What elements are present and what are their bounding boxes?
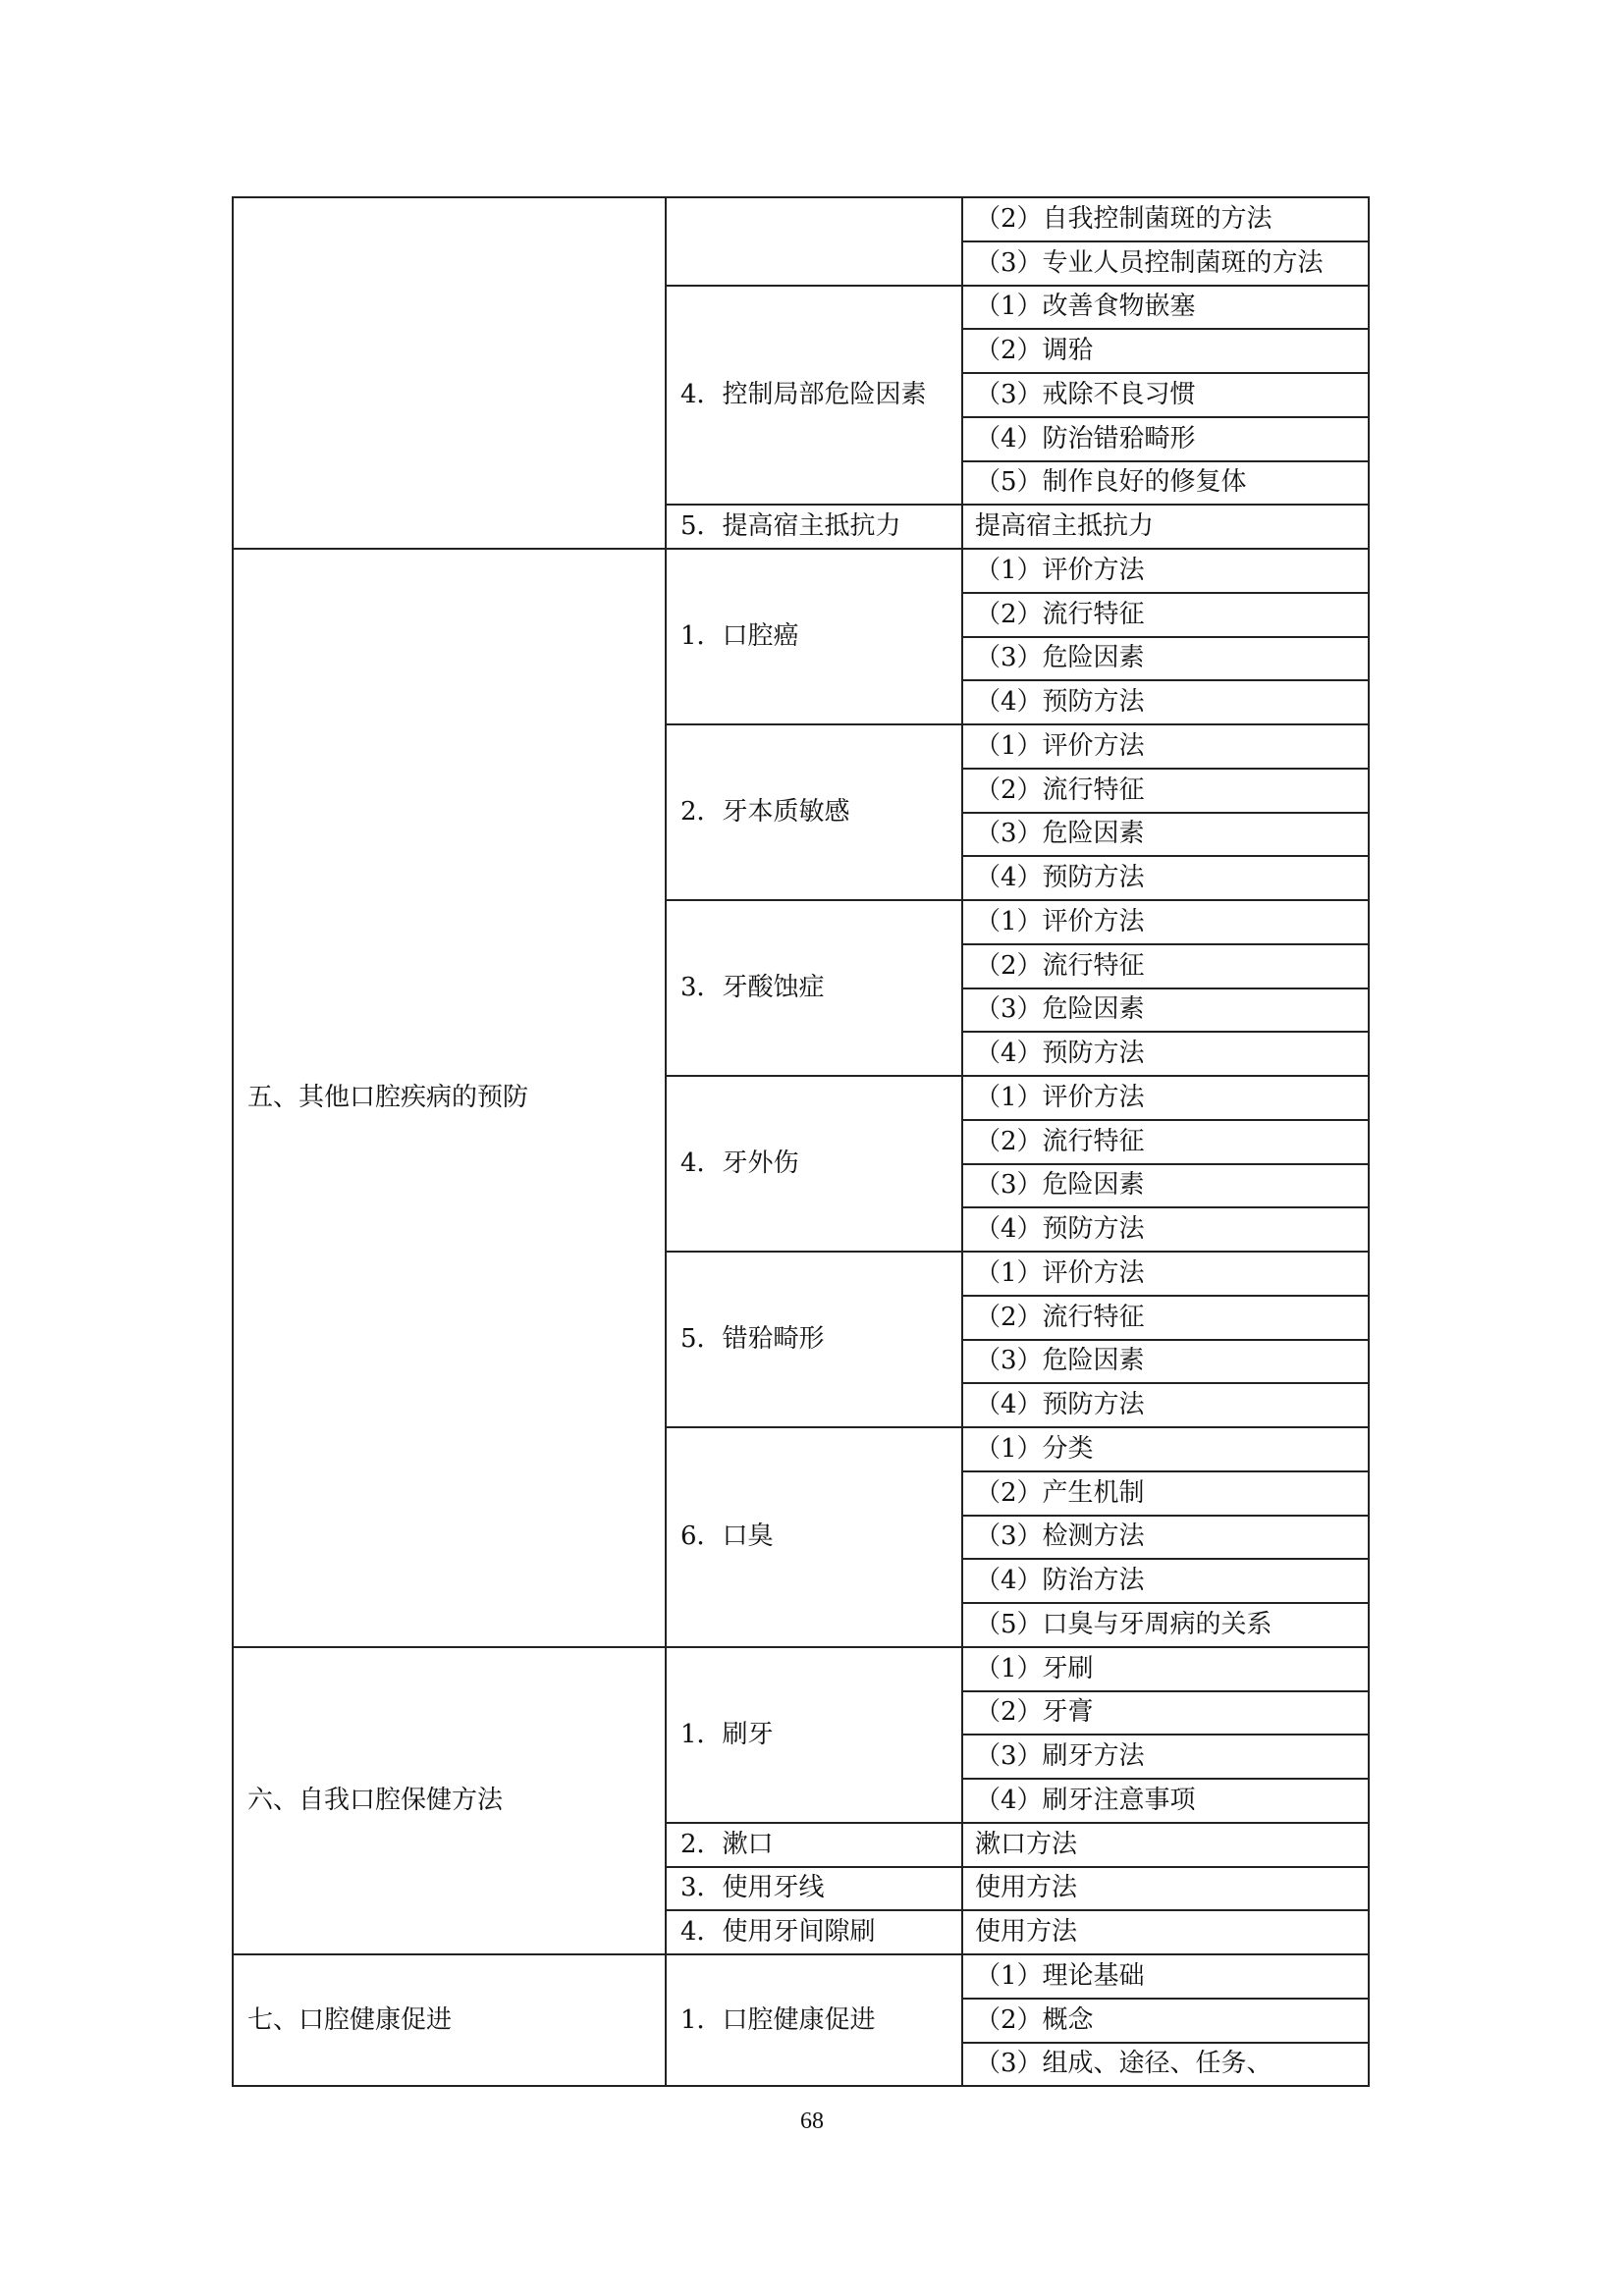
table-row <box>233 1954 1369 1999</box>
subtopic-item-cell: （2）产生机制 <box>962 1471 1369 1516</box>
subtopic-item-cell: （4）预防方法 <box>962 1032 1369 1076</box>
section-title-cell: 七、口腔健康促进 <box>233 1954 666 2086</box>
subtopic-item-cell: （1）评价方法 <box>962 1076 1369 1120</box>
subtopic-item-cell: （3）检测方法 <box>962 1516 1369 1560</box>
subtopic-item-cell: （3）危险因素 <box>962 1340 1369 1384</box>
syllabus-table <box>232 196 1370 2087</box>
subtopic-item-cell: （3）危险因素 <box>962 637 1369 681</box>
subtopic-item-cell: （1）改善食物嵌塞 <box>962 286 1369 330</box>
subtopic-item-cell: （1）评价方法 <box>962 724 1369 769</box>
table-row <box>233 1647 1369 1691</box>
subtopic-item-cell: （4）预防方法 <box>962 1383 1369 1427</box>
subtopic-item-cell: （3）组成、途径、任务、 <box>962 2043 1369 2087</box>
topic-title-cell: 1．口腔癌 <box>666 549 962 724</box>
table-row <box>233 197 1369 241</box>
subtopic-item-cell: （2）牙膏 <box>962 1691 1369 1735</box>
subtopic-item-cell: （5）口臭与牙周病的关系 <box>962 1603 1369 1647</box>
section-title-cell: 六、自我口腔保健方法 <box>233 1647 666 1954</box>
topic-title-cell: 5．错𬌗畸形 <box>666 1252 962 1427</box>
page-number: 68 <box>800 2109 824 2134</box>
section-title-cell <box>233 197 666 549</box>
subtopic-item-cell: （4）防治错𬌗畸形 <box>962 417 1369 461</box>
subtopic-item-cell: （3）危险因素 <box>962 813 1369 857</box>
subtopic-item-cell: （1）分类 <box>962 1427 1369 1471</box>
subtopic-item-cell: （2）流行特征 <box>962 593 1369 637</box>
topic-title-cell: 1．口腔健康促进 <box>666 1954 962 2086</box>
subtopic-item-cell: （3）戒除不良习惯 <box>962 373 1369 417</box>
subtopic-item-cell: （2）流行特征 <box>962 944 1369 988</box>
topic-title-cell: 4．使用牙间隙刷 <box>666 1910 962 1954</box>
subtopic-item-cell: （5）制作良好的修复体 <box>962 461 1369 506</box>
topic-title-cell: 3．使用牙线 <box>666 1867 962 1911</box>
subtopic-item-cell: （4）预防方法 <box>962 856 1369 900</box>
table-row <box>233 549 1369 593</box>
subtopic-item-cell: （2）流行特征 <box>962 1120 1369 1164</box>
subtopic-item-cell: （2）概念 <box>962 1999 1369 2043</box>
table-body <box>233 197 1369 2086</box>
subtopic-item-cell: （4）防治方法 <box>962 1559 1369 1603</box>
subtopic-item-cell: （4）预防方法 <box>962 1207 1369 1252</box>
subtopic-item-cell: （4）预防方法 <box>962 680 1369 724</box>
subtopic-item-cell: 使用方法 <box>962 1867 1369 1911</box>
subtopic-item-cell: （2）流行特征 <box>962 769 1369 813</box>
topic-title-cell <box>666 197 962 286</box>
subtopic-item-cell: （1）理论基础 <box>962 1954 1369 1999</box>
subtopic-item-cell: （1）评价方法 <box>962 900 1369 944</box>
topic-title-cell: 4．控制局部危险因素 <box>666 286 962 506</box>
subtopic-item-cell: 漱口方法 <box>962 1823 1369 1867</box>
subtopic-item-cell: （2）流行特征 <box>962 1296 1369 1340</box>
subtopic-item-cell: 提高宿主抵抗力 <box>962 505 1369 549</box>
topic-title-cell: 4．牙外伤 <box>666 1076 962 1252</box>
topic-title-cell: 3．牙酸蚀症 <box>666 900 962 1076</box>
subtopic-item-cell: （4）刷牙注意事项 <box>962 1779 1369 1823</box>
subtopic-item-cell: （1）评价方法 <box>962 1252 1369 1296</box>
subtopic-item-cell: （3）专业人员控制菌斑的方法 <box>962 241 1369 286</box>
subtopic-item-cell: 使用方法 <box>962 1910 1369 1954</box>
subtopic-item-cell: （3）危险因素 <box>962 1164 1369 1208</box>
subtopic-item-cell: （2）自我控制菌斑的方法 <box>962 197 1369 241</box>
topic-title-cell: 1．刷牙 <box>666 1647 962 1823</box>
topic-title-cell: 2．牙本质敏感 <box>666 724 962 900</box>
section-title-cell: 五、其他口腔疾病的预防 <box>233 549 666 1647</box>
subtopic-item-cell: （3）刷牙方法 <box>962 1735 1369 1779</box>
subtopic-item-cell: （1）牙刷 <box>962 1647 1369 1691</box>
subtopic-item-cell: （2）调𬌗 <box>962 329 1369 373</box>
subtopic-item-cell: （3）危险因素 <box>962 988 1369 1033</box>
subtopic-item-cell: （1）评价方法 <box>962 549 1369 593</box>
topic-title-cell: 5．提高宿主抵抗力 <box>666 505 962 549</box>
topic-title-cell: 2．漱口 <box>666 1823 962 1867</box>
topic-title-cell: 6．口臭 <box>666 1427 962 1647</box>
